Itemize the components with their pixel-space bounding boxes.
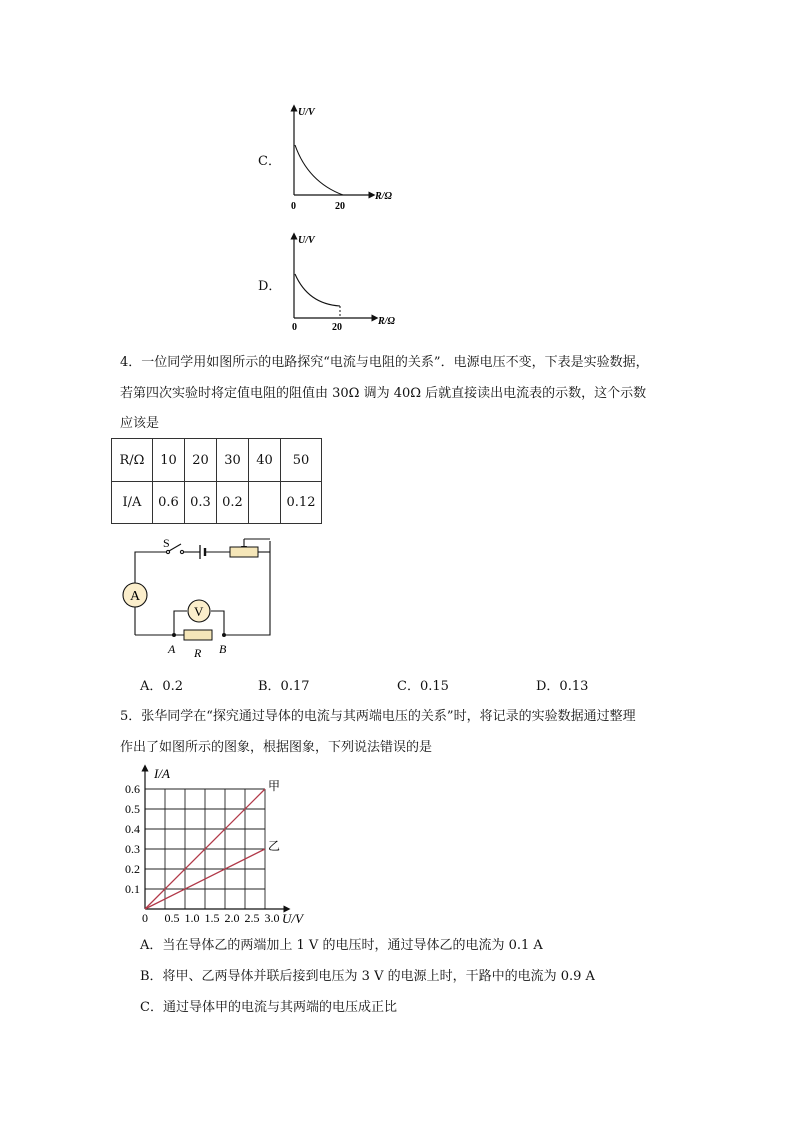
q5-text-line2: 作出了如图所示的图象，根据图象，下列说法错误的是: [120, 740, 433, 755]
x-tick-label: 1.5: [204, 911, 220, 925]
series-label: 乙: [268, 839, 281, 853]
series-label: 甲: [268, 779, 281, 793]
x-tick-label: 1.0: [184, 911, 200, 925]
node-a-label: A: [168, 642, 176, 656]
wire: [135, 552, 166, 583]
table-row: [112, 482, 322, 524]
y-tick-label: 0.5: [125, 802, 140, 816]
x-tick-label: 0.5: [164, 911, 180, 925]
q5-option-c[interactable]: C．通过导体甲的电流与其两端的电压成正比: [140, 1000, 397, 1015]
switch-label: S: [163, 536, 170, 550]
table-cell: 0.3: [185, 482, 217, 524]
x-tick-label: 2.5: [244, 911, 260, 925]
q4-option-a[interactable]: A．0.2: [140, 679, 184, 694]
y-axis-label: U/V: [298, 235, 315, 246]
y-axis-label: U/V: [298, 107, 315, 118]
voltmeter-label: V: [194, 604, 204, 619]
x-tick-label: 20: [332, 322, 342, 333]
resistor-label: R: [194, 646, 202, 660]
table-cell: I/A: [112, 482, 153, 524]
origin-label: 0: [292, 322, 297, 333]
x-axis-label: U/V: [282, 911, 303, 926]
resistor-icon: [184, 630, 212, 640]
table-cell: 30: [217, 439, 249, 482]
circuit-diagram: [118, 535, 283, 663]
y-tick-label: 0.1: [125, 882, 140, 896]
q5-option-a[interactable]: A．当在导体乙的两端加上 1 V 的电压时，通过导体乙的电流为 0.1 A: [140, 938, 543, 953]
table-row: [112, 439, 322, 482]
curve: [295, 274, 340, 306]
y-axis-label: I/A: [154, 766, 170, 781]
rheostat-icon: [230, 547, 258, 557]
table-cell: 10: [153, 439, 185, 482]
q4-option-c[interactable]: C．0.15: [397, 679, 449, 694]
x-tick-label: 2.0: [224, 911, 240, 925]
option-c-label: C．: [258, 154, 281, 169]
table-cell: 50: [281, 439, 322, 482]
q4-text-line2: 若第四次实验时将定值电阻的阻值由 30Ω 调为 40Ω 后就直接读出电流表的示数，这个示数: [120, 386, 647, 401]
table-cell: 0.2: [217, 482, 249, 524]
wire: [211, 611, 224, 635]
option-d-graph: [280, 228, 410, 338]
x-tick-label: 0: [142, 911, 148, 925]
x-tick-label: 20: [335, 201, 345, 212]
q4-option-d[interactable]: D．0.13: [536, 679, 589, 694]
table-cell: 40: [249, 439, 281, 482]
table-cell: [249, 482, 281, 524]
q5-text-line1: 5．张华同学在“探究通过导体的电流与其两端电压的关系”时，将记录的实验数据通过整理: [120, 709, 636, 724]
node-a-dot: [172, 633, 176, 637]
option-c-graph: [280, 100, 410, 215]
table-cell: 20: [185, 439, 217, 482]
node-b-label: B: [219, 642, 227, 656]
table-cell: R/Ω: [112, 439, 153, 482]
switch-blade-icon: [169, 544, 181, 551]
table-cell: 0.6: [153, 482, 185, 524]
option-d-label: D．: [258, 279, 282, 294]
curve: [295, 145, 343, 195]
current-voltage-chart: [115, 760, 315, 930]
x-axis-label: R/Ω: [375, 191, 392, 202]
origin-label: 0: [291, 201, 296, 212]
q4-text-line3: 应该是: [120, 416, 160, 431]
switch-contact: [180, 550, 183, 553]
y-tick-label: 0.3: [125, 842, 140, 856]
q4-data-table: [111, 438, 322, 524]
ammeter-label: A: [130, 589, 141, 604]
y-tick-label: 0.4: [125, 822, 140, 836]
table-cell: 0.12: [281, 482, 322, 524]
q5-option-b[interactable]: B．将甲、乙两导体并联后接到电压为 3 V 的电源上时，干路中的电流为 0.9 A: [140, 969, 595, 984]
q4-option-b[interactable]: B．0.17: [258, 679, 310, 694]
x-tick-label: 3.0: [264, 911, 280, 925]
node-b-dot: [222, 633, 226, 637]
y-tick-label: 0.6: [125, 782, 140, 796]
q4-text-line1: 4．一位同学用如图所示的电路探究“电流与电阻的关系”．电源电压不变，下表是实验数据，: [120, 355, 649, 370]
x-axis-label: R/Ω: [378, 316, 395, 327]
y-tick-label: 0.2: [125, 862, 140, 876]
